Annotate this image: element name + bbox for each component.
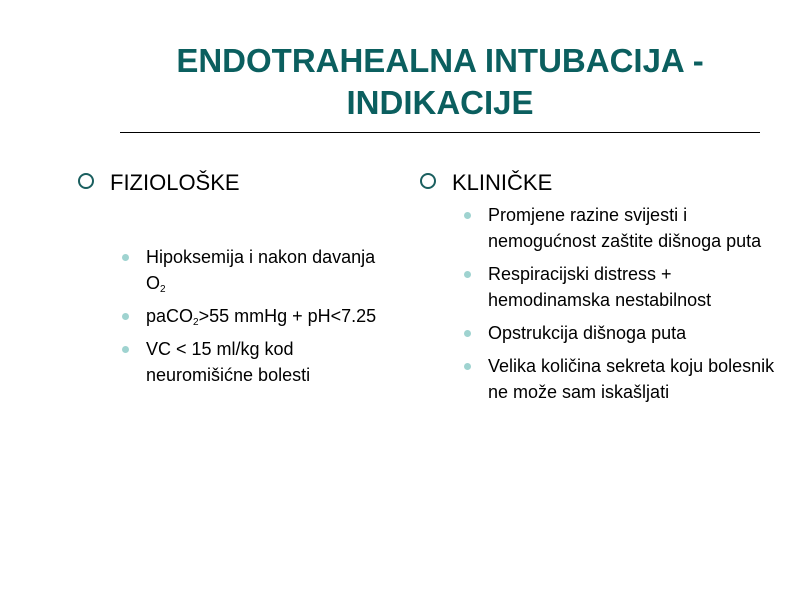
left-list xyxy=(78,244,398,388)
title-line-2: INDIKACIJE xyxy=(346,84,534,121)
bullet-dot-icon xyxy=(122,254,129,261)
bullet-dot-icon xyxy=(464,212,471,219)
slide-title xyxy=(120,40,760,124)
bullet-dot-icon xyxy=(464,271,471,278)
list-item xyxy=(122,244,398,296)
bullet-dot-icon xyxy=(122,313,129,320)
item-text: Hipoksemija i nakon davanja O xyxy=(146,247,376,293)
right-heading-text: KLINIČKE xyxy=(452,170,553,195)
bullet-dot-icon xyxy=(464,330,471,337)
item-text: Promjene razine svijesti i nemogućnost zaštite dišnoga puta xyxy=(488,205,762,251)
item-text: Respiracijski distress + hemodinamska nestabilnost xyxy=(488,264,712,310)
right-heading xyxy=(420,168,795,198)
list-item xyxy=(464,261,795,313)
title-divider xyxy=(120,132,760,133)
list-item xyxy=(464,202,795,254)
list-item xyxy=(464,320,795,346)
ring-bullet-icon xyxy=(78,173,94,189)
list-item xyxy=(122,303,398,329)
left-column xyxy=(78,168,398,395)
item-text: Opstrukcija dišnoga puta xyxy=(488,323,687,343)
item-subscript: 2 xyxy=(193,317,199,328)
list-item xyxy=(464,353,795,405)
right-list xyxy=(420,202,795,405)
item-text: VC < 15 ml/kg kod neuromišićne bolesti xyxy=(146,339,311,385)
left-heading xyxy=(78,168,398,198)
ring-bullet-icon xyxy=(420,173,436,189)
item-text: paCO xyxy=(146,306,194,326)
right-column xyxy=(420,168,795,412)
title-line-1: ENDOTRAHEALNA INTUBACIJA - xyxy=(176,42,704,79)
item-text-tail: >55 mmHg + pH<7.25 xyxy=(198,306,377,326)
bullet-dot-icon xyxy=(464,363,471,370)
left-heading-text: FIZIOLOŠKE xyxy=(110,170,240,195)
item-text: Velika količina sekreta koju bolesnik ne može sam iskašljati xyxy=(488,356,775,402)
bullet-dot-icon xyxy=(122,346,129,353)
list-item xyxy=(122,336,398,388)
item-subscript: 2 xyxy=(160,284,166,295)
